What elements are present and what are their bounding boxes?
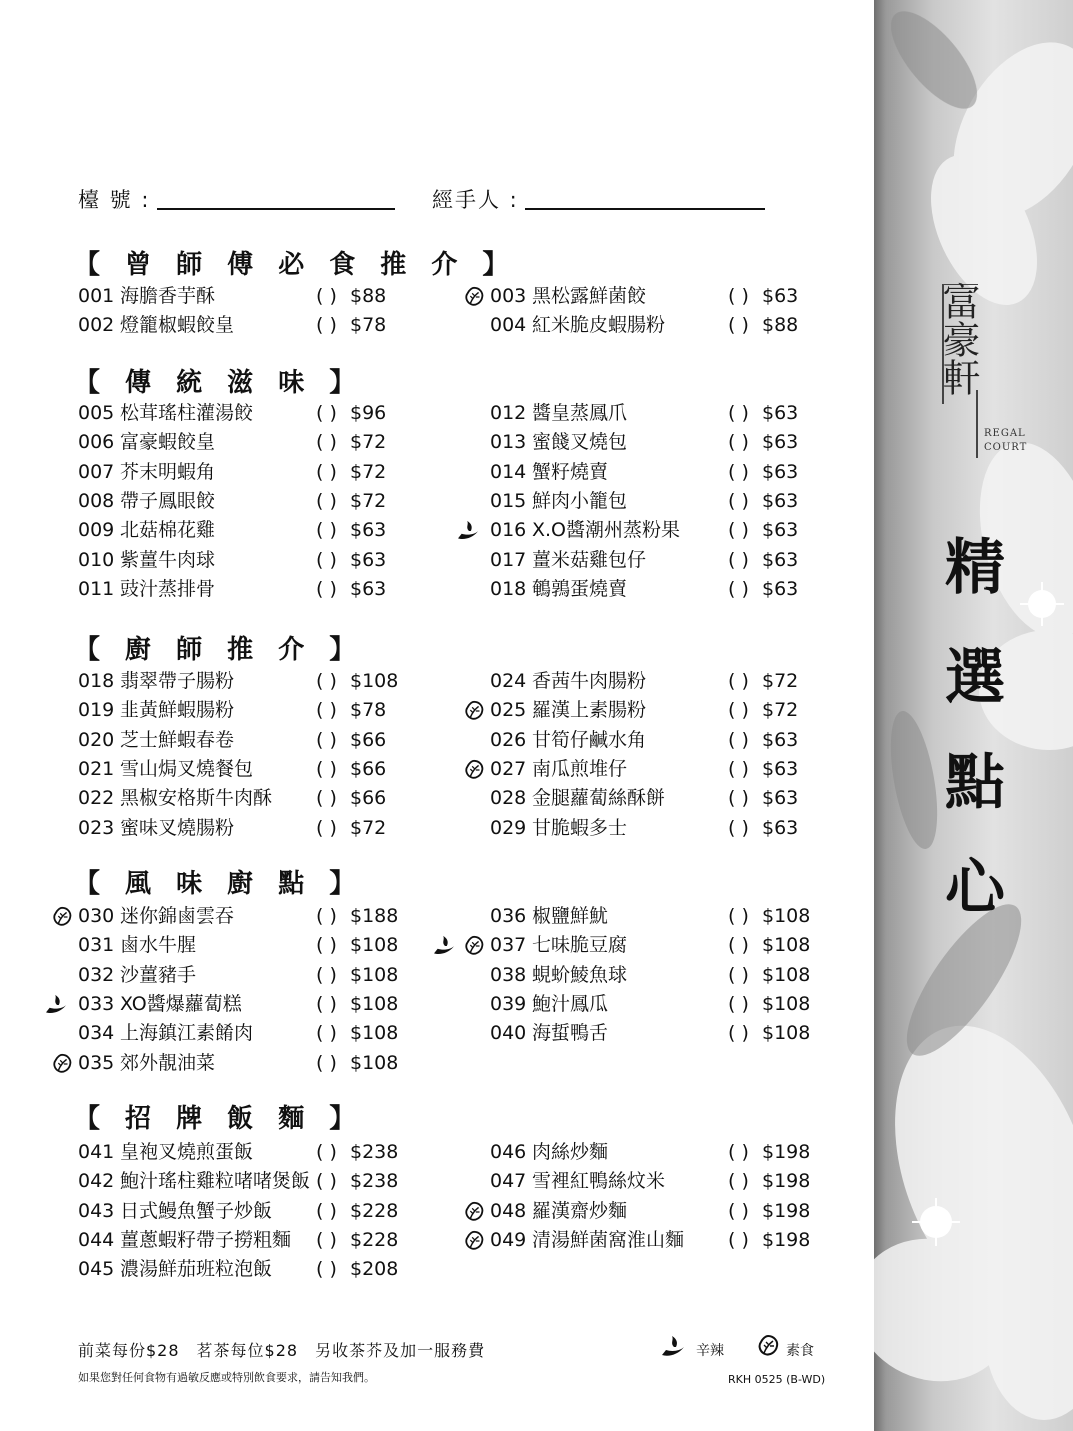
spicy-icon <box>456 520 478 542</box>
quantity-box[interactable]: ( ) <box>728 670 749 692</box>
item-name: 郊外靚油菜 <box>120 1051 216 1074</box>
item-name: 甘筍仔鹹水角 <box>532 728 647 751</box>
item-name: 椒鹽鮮魷 <box>532 905 609 927</box>
item-price: $72 <box>350 489 387 512</box>
item-number: 004 <box>490 314 527 337</box>
menu-item-017 <box>490 546 830 575</box>
quantity-box[interactable]: ( ) <box>728 728 749 751</box>
quantity-box[interactable]: ( ) <box>316 314 337 337</box>
item-name: 薑米菇雞包仔 <box>532 548 647 571</box>
item-number: 006 <box>78 431 115 454</box>
item-number: 008 <box>78 489 115 512</box>
item-number: 040 <box>490 1022 527 1045</box>
quantity-box[interactable]: ( ) <box>316 1228 337 1251</box>
quantity-box[interactable]: ( ) <box>316 905 337 927</box>
legend-veg-label: 素食 <box>786 1343 814 1359</box>
item-price: $63 <box>762 431 799 454</box>
item-price: $108 <box>762 934 811 957</box>
quantity-box[interactable]: ( ) <box>728 489 749 512</box>
item-name: 翡翠帶子腸粉 <box>120 670 235 692</box>
menu-item-039 <box>490 990 830 1019</box>
item-price: $228 <box>350 1199 399 1222</box>
item-number: 048 <box>490 1199 527 1222</box>
quantity-box[interactable]: ( ) <box>728 905 749 927</box>
brand-english-1: REGAL <box>984 428 1026 439</box>
item-price: $108 <box>350 1051 399 1074</box>
item-number: 022 <box>78 787 115 810</box>
menu-item-022 <box>78 784 418 813</box>
item-number: 033 <box>78 992 115 1015</box>
item-name: 蟹籽燒賣 <box>532 460 609 483</box>
item-name: 薑蔥蝦籽帶子撈粗麵 <box>120 1228 292 1251</box>
item-price: $238 <box>350 1170 399 1193</box>
menu-code: RKH 0525 (B-WD) <box>728 1373 826 1386</box>
menu-item-045 <box>78 1255 418 1284</box>
item-price: $108 <box>350 963 399 986</box>
quantity-box[interactable]: ( ) <box>316 670 337 692</box>
item-price: $63 <box>762 519 799 542</box>
item-name: 黑松露鮮菌餃 <box>532 285 647 307</box>
quantity-box[interactable]: ( ) <box>728 285 749 307</box>
quantity-box[interactable]: ( ) <box>316 431 337 454</box>
vegetarian-icon <box>463 759 485 781</box>
menu-item-030 <box>78 902 418 931</box>
menu-item-023 <box>78 814 418 843</box>
item-price: $66 <box>350 728 387 751</box>
quantity-box[interactable]: ( ) <box>316 577 337 600</box>
item-name: 鵪鶉蛋燒賣 <box>532 577 628 600</box>
menu-item-016 <box>490 516 830 545</box>
menu-item-038 <box>490 961 830 990</box>
menu-item-019 <box>78 696 418 725</box>
item-number: 037 <box>490 934 527 957</box>
item-name: 北菇棉花雞 <box>120 519 216 542</box>
item-price: $108 <box>762 905 811 927</box>
quantity-box[interactable]: ( ) <box>728 460 749 483</box>
item-name: 芝士鮮蝦春卷 <box>120 728 235 751</box>
table-number-label: 檯 號 : <box>78 188 151 212</box>
menu-item-029 <box>490 814 830 843</box>
item-name: 雪山焗叉燒餐包 <box>120 757 254 780</box>
item-number: 012 <box>490 402 527 424</box>
menu-item-046 <box>490 1138 830 1167</box>
menu-item-021 <box>78 755 418 784</box>
item-price: $63 <box>762 402 799 424</box>
item-price: $63 <box>762 460 799 483</box>
menu-item-047 <box>490 1167 830 1196</box>
quantity-box[interactable]: ( ) <box>316 699 337 722</box>
item-name: 紅米脆皮蝦腸粉 <box>532 314 666 337</box>
menu-item-004 <box>490 311 830 340</box>
menu-item-001 <box>78 282 418 311</box>
quantity-box[interactable]: ( ) <box>316 787 337 810</box>
allergy-note: 如果您對任何食物有過敏反應或特別飲食要求，請告知我們。 <box>78 1371 375 1384</box>
item-price: $78 <box>350 699 387 722</box>
item-number: 047 <box>490 1170 527 1193</box>
item-name: 香茜牛肉腸粉 <box>532 670 647 692</box>
quantity-box[interactable]: ( ) <box>728 1170 749 1193</box>
item-price: $198 <box>762 1141 811 1163</box>
item-name: 蜆蚧鯪魚球 <box>532 963 628 986</box>
vegetarian-icon <box>463 1230 485 1252</box>
item-name: 沙薑豬手 <box>120 963 197 986</box>
item-name: 清湯鮮菌窩淮山麵 <box>532 1228 685 1251</box>
quantity-box[interactable]: ( ) <box>728 314 749 337</box>
menu-item-018 <box>78 667 418 696</box>
item-price: $72 <box>350 460 387 483</box>
item-number: 043 <box>78 1199 115 1222</box>
item-name: 韭黃鮮蝦腸粉 <box>120 699 235 722</box>
item-price: $63 <box>762 577 799 600</box>
item-number: 017 <box>490 548 527 571</box>
menu-item-037 <box>490 931 830 960</box>
section-title-traditional: 【 傳 統 滋 味 】 <box>74 368 364 398</box>
item-number: 041 <box>78 1141 115 1163</box>
item-number: 049 <box>490 1228 527 1251</box>
item-price: $208 <box>350 1258 399 1281</box>
menu-item-044 <box>78 1226 418 1255</box>
item-number: 013 <box>490 431 527 454</box>
quantity-box[interactable]: ( ) <box>728 519 749 542</box>
menu-item-020 <box>78 726 418 755</box>
item-name: 鮮肉小籠包 <box>532 489 628 512</box>
item-name: 紫薑牛肉球 <box>120 548 216 571</box>
item-price: $88 <box>762 314 799 337</box>
item-name: 肉絲炒麵 <box>532 1141 609 1163</box>
table-number-field[interactable] <box>157 208 395 210</box>
item-name: 蜜餞叉燒包 <box>532 431 628 454</box>
quantity-box[interactable]: ( ) <box>316 1258 337 1281</box>
vegetarian-icon <box>463 286 485 308</box>
item-price: $63 <box>762 489 799 512</box>
section-title-chef: 【 廚 師 推 介 】 <box>74 635 364 665</box>
menu-item-028 <box>490 784 830 813</box>
item-name: 雪裡紅鴨絲炆米 <box>532 1170 666 1193</box>
title-char-1: 精 <box>945 533 1005 603</box>
item-number: 024 <box>490 670 527 692</box>
title-char-4: 心 <box>945 853 1005 923</box>
section-title-rice-noodles: 【 招 牌 飯 麵 】 <box>74 1104 364 1134</box>
item-price: $63 <box>350 577 387 600</box>
menu-item-008 <box>78 487 418 516</box>
item-number: 018 <box>78 670 115 692</box>
item-price: $63 <box>762 548 799 571</box>
item-number: 046 <box>490 1141 527 1163</box>
item-price: $108 <box>350 992 399 1015</box>
item-name: 海蜇鴨舌 <box>532 1022 609 1045</box>
item-price: $96 <box>350 402 387 424</box>
quantity-box[interactable]: ( ) <box>728 963 749 986</box>
quantity-box[interactable]: ( ) <box>728 816 749 839</box>
item-price: $108 <box>762 963 811 986</box>
brand-rule-right <box>976 390 978 458</box>
item-name: 海膽香芋酥 <box>120 285 216 307</box>
item-price: $88 <box>350 285 387 307</box>
item-number: 034 <box>78 1022 115 1045</box>
item-name: 蜜味叉燒腸粉 <box>120 816 235 839</box>
item-price: $63 <box>762 757 799 780</box>
quantity-box[interactable]: ( ) <box>728 1141 749 1163</box>
menu-item-041 <box>78 1138 418 1167</box>
legend-spicy-label: 辛辣 <box>696 1343 724 1359</box>
quantity-box[interactable]: ( ) <box>316 728 337 751</box>
item-number: 028 <box>490 787 527 810</box>
quantity-box[interactable]: ( ) <box>316 1141 337 1163</box>
menu-item-032 <box>78 961 418 990</box>
item-number: 030 <box>78 905 115 927</box>
item-price: $66 <box>350 787 387 810</box>
item-price: $108 <box>350 934 399 957</box>
menu-item-005 <box>78 399 418 428</box>
item-number: 010 <box>78 548 115 571</box>
quantity-box[interactable]: ( ) <box>316 460 337 483</box>
item-number: 031 <box>78 934 115 957</box>
item-number: 019 <box>78 699 115 722</box>
menu-item-006 <box>78 428 418 457</box>
item-number: 015 <box>490 489 527 512</box>
item-price: $63 <box>762 728 799 751</box>
item-name: 迷你錦鹵雲吞 <box>120 905 235 927</box>
item-price: $72 <box>762 670 799 692</box>
menu-item-014 <box>490 458 830 487</box>
item-number: 023 <box>78 816 115 839</box>
quantity-box[interactable]: ( ) <box>728 787 749 810</box>
quantity-box[interactable]: ( ) <box>728 1022 749 1045</box>
item-number: 044 <box>78 1228 115 1251</box>
menu-item-033 <box>78 990 418 1019</box>
quantity-box[interactable]: ( ) <box>316 1199 337 1222</box>
item-name: 七味脆豆腐 <box>532 934 628 957</box>
item-number: 011 <box>78 577 115 600</box>
item-price: $198 <box>762 1170 811 1193</box>
item-price: $63 <box>350 548 387 571</box>
quantity-box[interactable]: ( ) <box>728 934 749 957</box>
item-price: $198 <box>762 1228 811 1251</box>
quantity-box[interactable]: ( ) <box>316 757 337 780</box>
item-name: 金腿蘿蔔絲酥餅 <box>532 787 666 810</box>
vegetarian-icon <box>51 906 73 928</box>
item-price: $72 <box>350 816 387 839</box>
item-number: 036 <box>490 905 527 927</box>
item-name: 鮑汁鳳瓜 <box>532 992 609 1015</box>
item-name: 芥末明蝦角 <box>120 460 216 483</box>
item-name: 富豪蝦餃皇 <box>120 431 216 454</box>
item-price: $108 <box>762 992 811 1015</box>
menu-item-003 <box>490 282 830 311</box>
item-number: 021 <box>78 757 115 780</box>
item-number: 003 <box>490 285 527 307</box>
item-number: 032 <box>78 963 115 986</box>
menu-item-034 <box>78 1019 418 1048</box>
item-number: 026 <box>490 728 527 751</box>
item-number: 038 <box>490 963 527 986</box>
vegetarian-icon <box>463 1201 485 1223</box>
menu-item-026 <box>490 726 830 755</box>
section-title-signature: 【 曾 師 傅 必 食 推 介 】 <box>74 250 517 280</box>
item-price: $108 <box>350 670 399 692</box>
menu-item-015 <box>490 487 830 516</box>
quantity-box[interactable]: ( ) <box>728 699 749 722</box>
menu-item-035 <box>78 1049 418 1078</box>
item-name: 皇袍叉燒煎蛋飯 <box>120 1141 254 1163</box>
item-price: $108 <box>350 1022 399 1045</box>
item-number: 045 <box>78 1258 115 1281</box>
quantity-box[interactable]: ( ) <box>316 1022 337 1045</box>
item-number: 035 <box>78 1051 115 1074</box>
item-number: 014 <box>490 460 527 483</box>
vegetarian-icon <box>51 1053 73 1075</box>
quantity-box[interactable]: ( ) <box>316 1170 337 1193</box>
item-name: 羅漢上素腸粉 <box>532 699 647 722</box>
menu-item-042 <box>78 1167 418 1196</box>
menu-item-043 <box>78 1197 418 1226</box>
quantity-box[interactable]: ( ) <box>728 1199 749 1222</box>
menu-item-009 <box>78 516 418 545</box>
item-price: $228 <box>350 1228 399 1251</box>
quantity-box[interactable]: ( ) <box>728 1228 749 1251</box>
section-title-flavour: 【 風 味 廚 點 】 <box>74 869 364 899</box>
item-number: 009 <box>78 519 115 542</box>
item-name: 羅漢齋炒麵 <box>532 1199 628 1222</box>
item-price: $63 <box>762 787 799 810</box>
quantity-box[interactable]: ( ) <box>316 963 337 986</box>
item-number: 025 <box>490 699 527 722</box>
menu-item-002 <box>78 311 418 340</box>
item-name: 南瓜煎堆仔 <box>532 757 628 780</box>
item-number: 020 <box>78 728 115 751</box>
spicy-icon <box>432 935 454 957</box>
item-name: 醬皇蒸鳳爪 <box>532 402 628 424</box>
vegetarian-icon <box>463 935 485 957</box>
spicy-icon <box>44 994 66 1016</box>
item-price: $188 <box>350 905 399 927</box>
item-number: 016 <box>490 519 527 542</box>
item-name: 帶子鳳眼餃 <box>120 489 216 512</box>
item-price: $63 <box>350 519 387 542</box>
menu-item-007 <box>78 458 418 487</box>
item-price: $238 <box>350 1141 399 1163</box>
quantity-box[interactable]: ( ) <box>316 1051 337 1074</box>
menu-item-027 <box>490 755 830 784</box>
item-number: 027 <box>490 757 527 780</box>
vegetarian-icon <box>463 700 485 722</box>
menu-item-025 <box>490 696 830 725</box>
item-price: $78 <box>350 314 387 337</box>
item-number: 002 <box>78 314 115 337</box>
item-number: 001 <box>78 285 115 307</box>
charges-note: 前菜每份$28 茗茶每位$28 另收茶芥及加一服務費 <box>78 1341 486 1360</box>
menu-item-010 <box>78 546 418 575</box>
item-price: $108 <box>762 1022 811 1045</box>
menu-item-036 <box>490 902 830 931</box>
item-name: 日式鰻魚蟹子炒飯 <box>120 1199 273 1222</box>
item-name: 鹵水牛腥 <box>120 934 197 957</box>
item-price: $72 <box>350 431 387 454</box>
menu-item-024 <box>490 667 830 696</box>
item-name: X.O醬潮州蒸粉果 <box>532 519 681 542</box>
quantity-box[interactable]: ( ) <box>316 519 337 542</box>
item-name: 黑椒安格斯牛肉酥 <box>120 787 273 810</box>
brand-english-2: COURT <box>984 442 1028 453</box>
legend-veg-icon <box>756 1334 780 1358</box>
item-number: 029 <box>490 816 527 839</box>
handler-field[interactable] <box>525 208 765 210</box>
item-price: $66 <box>350 757 387 780</box>
menu-item-012 <box>490 399 830 428</box>
item-number: 007 <box>78 460 115 483</box>
menu-item-018 <box>490 575 830 604</box>
menu-item-049 <box>490 1226 830 1255</box>
item-name: 燈籠椒蝦餃皇 <box>120 314 235 337</box>
quantity-box[interactable]: ( ) <box>728 577 749 600</box>
menu-item-040 <box>490 1019 830 1048</box>
title-char-2: 選 <box>945 643 1005 713</box>
quantity-box[interactable]: ( ) <box>316 816 337 839</box>
item-name: 豉汁蒸排骨 <box>120 577 216 600</box>
title-char-3: 點 <box>945 748 1005 818</box>
quantity-box[interactable]: ( ) <box>316 992 337 1015</box>
handler-label: 經手人 : <box>432 188 519 212</box>
item-price: $198 <box>762 1199 811 1222</box>
item-number: 018 <box>490 577 527 600</box>
item-name: XO醬爆蘿蔔糕 <box>120 992 242 1015</box>
item-name: 上海鎮江素餚肉 <box>120 1022 254 1045</box>
item-price: $63 <box>762 816 799 839</box>
brand-chinese-logo: 富豪軒 <box>936 282 980 396</box>
legend-spicy-icon <box>660 1335 688 1359</box>
quantity-box[interactable]: ( ) <box>316 489 337 512</box>
quantity-box[interactable]: ( ) <box>728 757 749 780</box>
quantity-box[interactable]: ( ) <box>316 402 337 424</box>
quantity-box[interactable]: ( ) <box>728 548 749 571</box>
item-name: 甘脆蝦多士 <box>532 816 628 839</box>
quantity-box[interactable]: ( ) <box>316 548 337 571</box>
quantity-box[interactable]: ( ) <box>316 934 337 957</box>
item-number: 005 <box>78 402 115 424</box>
item-price: $63 <box>762 285 799 307</box>
quantity-box[interactable]: ( ) <box>316 285 337 307</box>
quantity-box[interactable]: ( ) <box>728 431 749 454</box>
item-name: 鮑汁瑤柱雞粒啫啫煲飯 <box>120 1170 311 1193</box>
menu-item-013 <box>490 428 830 457</box>
item-name: 濃湯鮮茄班粒泡飯 <box>120 1258 273 1281</box>
item-name: 松茸瑤柱灌湯餃 <box>120 402 254 424</box>
quantity-box[interactable]: ( ) <box>728 402 749 424</box>
menu-item-011 <box>78 575 418 604</box>
item-number: 042 <box>78 1170 115 1193</box>
item-price: $72 <box>762 699 799 722</box>
item-number: 039 <box>490 992 527 1015</box>
quantity-box[interactable]: ( ) <box>728 992 749 1015</box>
menu-item-031 <box>78 931 418 960</box>
menu-item-048 <box>490 1197 830 1226</box>
